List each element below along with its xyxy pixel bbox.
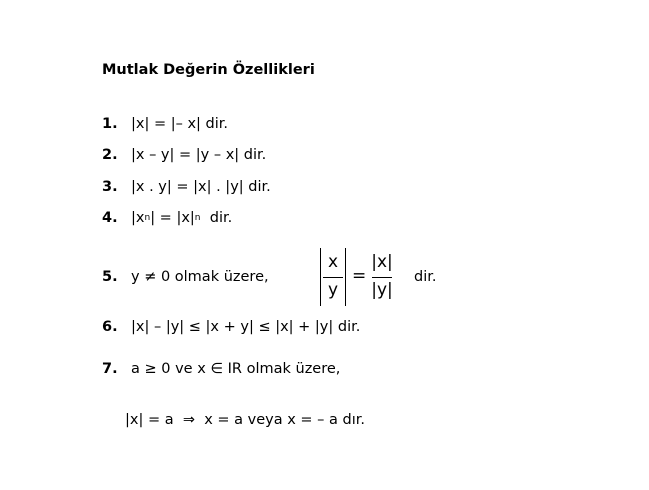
item-expression: |x . y| = |x| . |y| dir. [131, 179, 271, 195]
item-number: 1. [102, 116, 118, 132]
fraction-denominator: |y| [371, 280, 393, 300]
item-number: 3. [102, 179, 118, 195]
item-expression: a ≥ 0 ve x ∈ IR olmak üzere, [131, 361, 341, 377]
item-expression: |x| = |– x| dir. [131, 116, 229, 132]
property-5 [102, 248, 502, 308]
page-title: Mutlak Değerin Özellikleri [102, 62, 315, 78]
item-number: 6. [102, 319, 118, 335]
fraction-bar [372, 277, 392, 278]
item-number: 5. [102, 269, 118, 285]
property-1 [102, 115, 228, 133]
item-expression: |x – y| = |y – x| dir. [131, 147, 267, 163]
property-2 [102, 146, 266, 164]
item-number: 4. [102, 210, 118, 226]
fraction-numerator: |x| [371, 252, 393, 272]
property-4 [102, 209, 232, 227]
item-number: 7. [102, 361, 118, 377]
final-statement: |x| = a ⇒ x = a veya x = – a dır. [125, 412, 365, 428]
fraction-denominator: y [327, 280, 339, 300]
item-expression: $|x^n| = |x|^n$ dir. [131, 210, 233, 226]
abs-fraction-right [370, 248, 394, 306]
item-tail: dir. [414, 269, 437, 285]
item-expression: |x| – |y| ≤ |x + y| ≤ |x| + |y| dir. [131, 319, 361, 335]
equals-sign: = [352, 266, 367, 286]
item-number: 2. [102, 147, 118, 163]
abs-fraction-left [320, 248, 346, 306]
fraction-numerator: x [327, 252, 339, 272]
fraction-bar [323, 277, 343, 278]
property-7 [102, 360, 340, 378]
exponent-n: n [194, 213, 201, 223]
property-6 [102, 318, 360, 336]
item-condition: y ≠ 0 olmak üzere, [131, 269, 269, 285]
property-3 [102, 178, 271, 196]
exponent-n: n [144, 213, 151, 223]
